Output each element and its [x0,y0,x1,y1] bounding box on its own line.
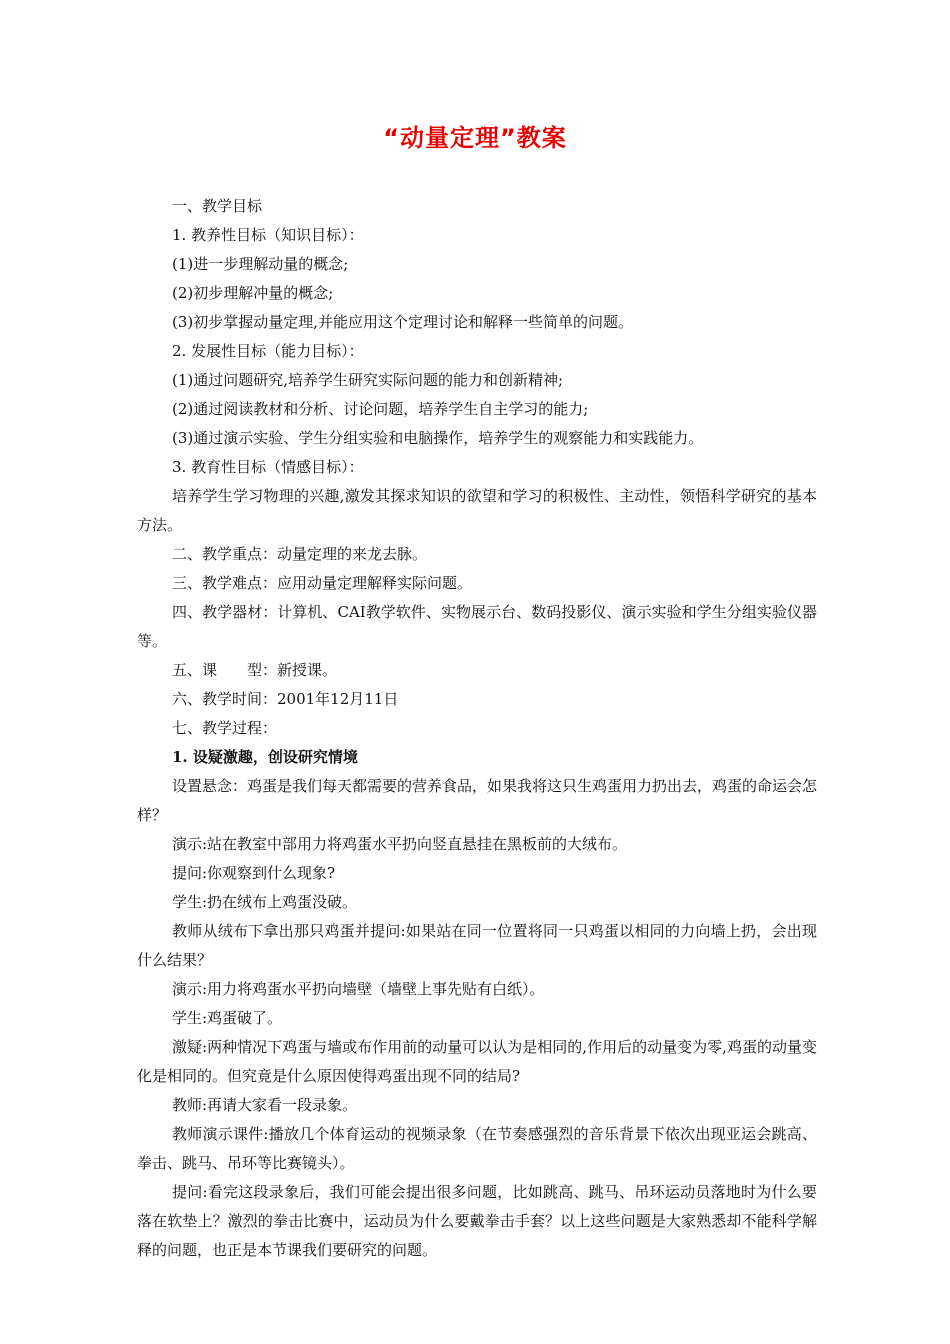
paragraph: 演示:用力将鸡蛋水平扔向墙壁（墙壁上事先贴有白纸）。 [172,980,545,998]
section-heading-objectives: 一、教学目标 [172,197,263,215]
paragraph: 培养学生学习物理的兴趣,激发其探求知识的欲望和学习的积极性、主动性，领悟科学研究的基本方法。 [137,487,817,534]
subsection-heading: 1. 设疑激趣，创设研究情境 [172,748,358,766]
paragraph: 教师从绒布下拿出那只鸡蛋并提问:如果站在同一位置将同一只鸡蛋以相同的力向墙上扔，会出现什么结果？ [137,922,817,969]
list-item: (2)通过阅读教材和分析、讨论问题，培养学生自主学习的能力; [172,400,589,418]
paragraph: 教师:再请大家看一段录象。 [172,1096,358,1114]
document-title: “动量定理”教案 [383,124,567,152]
objective-ability-heading: 2. 发展性目标（能力目标）： [172,342,364,360]
list-item: (3)通过演示实验、学生分组实验和电脑操作，培养学生的观察能力和实践能力。 [172,429,704,447]
objective-knowledge-heading: 1. 教养性目标（知识目标）： [172,226,364,244]
objective-emotion-heading: 3. 教育性目标（情感目标）： [172,458,364,476]
list-item: (3)初步掌握动量定理,并能应用这个定理讨论和解释一些简单的问题。 [172,313,634,331]
section-difficulties: 三、教学难点：应用动量定理解释实际问题。 [172,574,473,592]
paragraph: 提问:你观察到什么现象? [172,864,336,882]
section-equipment: 四、教学器材：计算机、CAI教学软件、实物展示台、数码投影仪、演示实验和学生分组实验仪器等。 [137,603,817,650]
section-lesson-time: 六、教学时间：2001年12月11日 [172,690,399,708]
list-item: (1)通过问题研究,培养学生研究实际问题的能力和创新精神; [172,371,564,389]
section-lesson-type: 五、课 型：新授课。 [172,661,338,679]
paragraph: 教师演示课件:播放几个体育运动的视频录象（在节奏感强烈的音乐背景下依次出现亚运会跳高、拳击、跳马、吊环等比赛镜头）。 [137,1125,817,1172]
paragraph: 设置悬念：鸡蛋是我们每天都需要的营养食品，如果我将这只生鸡蛋用力扔出去，鸡蛋的命运会怎样？ [137,777,818,824]
paragraph: 提问:看完这段录象后，我们可能会提出很多问题，比如跳高、跳马、吊环运动员落地时为什么要落在软垫上？激烈的拳击比赛中，运动员为什么要戴拳击手套？以上这些问题是大家熟悉却不能科学解释的问题，也正是本节课我们要研究的问题。 [137,1183,817,1259]
section-key-points: 二、教学重点：动量定理的来龙去脉。 [172,545,428,563]
paragraph: 学生:扔在绒布上鸡蛋没破。 [172,893,358,911]
paragraph: 演示:站在教室中部用力将鸡蛋水平扔向竖直悬挂在黑板前的大绒布。 [172,835,628,853]
document-body [137,192,817,1265]
section-process: 七、教学过程： [172,719,278,737]
paragraph: 学生:鸡蛋破了。 [172,1009,283,1027]
paragraph: 激疑:两种情况下鸡蛋与墙或布作用前的动量可以认为是相同的,作用后的动量变为零,鸡蛋的动量变化是相同的。但究竟是什么原因使得鸡蛋出现不同的结局? [137,1038,817,1085]
list-item: (2)初步理解冲量的概念; [172,284,334,302]
list-item: (1)进一步理解动量的概念; [172,255,349,273]
